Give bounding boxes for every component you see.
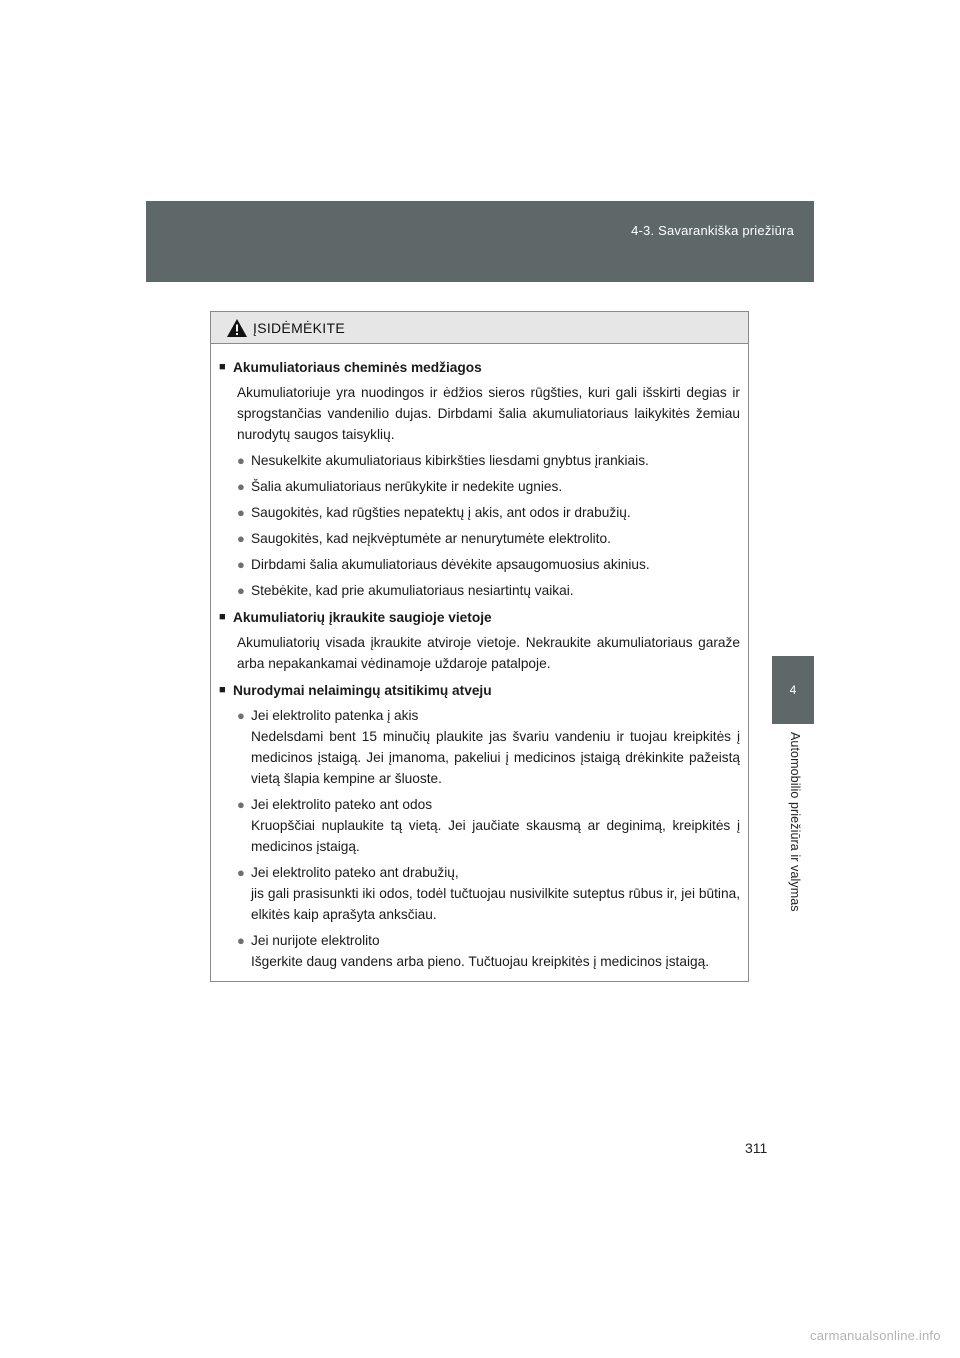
list-item: ● Jei nurijote elektrolito Išgerkite daug vandens arba pieno. Tučtuojau kreipkitės į medicinos įstaigą. [237,930,740,972]
section-title-text: Akumuliatorių įkraukite saugioje vietoje [233,610,492,625]
section-heading [219,607,740,628]
bullet-icon: ● [237,531,245,546]
warning-triangle-icon [226,318,248,338]
list-item: ● Saugokitės, kad rūgšties nepatektų į akis, ant odos ir drabužių. [237,502,740,523]
bullet-icon: ● [237,708,245,723]
warning-content [211,344,748,972]
bullet-icon: ● [237,479,245,494]
section-paragraph: Akumuliatorių visada įkraukite atviroje vietoje. Nekraukite akumuliatoriaus garaže arba nepakankamai vėdinamoje uždaroje patalpoje. [237,635,740,671]
square-bullet-icon: ■ [219,611,226,623]
page-number: 311 [745,1140,768,1156]
list-item: ● Šalia akumuliatoriaus nerūkykite ir nedekite ugnies. [237,476,740,497]
square-bullet-icon: ■ [219,361,226,373]
list-item: ● Jei elektrolito pateko ant odos Kruopščiai nuplaukite tą vietą. Jei jaučiate skausmą ar deginimą, kreipkitės į medicinos įstaigą. [237,794,740,857]
square-bullet-icon: ■ [219,684,226,696]
section-title: 4-3. Savarankiška priežiūra [631,223,794,238]
section-title-text: Nurodymai nelaimingų atsitikimų atveju [233,683,492,698]
watermark: carmanualsonline.info [810,1328,941,1343]
section-title-text: Akumuliatoriaus cheminės medžiagos [233,360,482,375]
section-heading [219,357,740,378]
list-item: ● Saugokitės, kad neįkvėptumėte ar nenurytumėte elektrolito. [237,528,740,549]
chapter-number: 4 [789,683,797,697]
list-item: ● Stebėkite, kad prie akumuliatoriaus nesiartintų vaikai. [237,580,740,601]
chapter-tab [772,656,814,724]
section-paragraph: Akumuliatoriuje yra nuodingos ir ėdžios sieros rūgšties, kuri gali išskirti degias ir sprogstančias vandenilio dujas. Dirbdami šalia akumuliatoriaus laikykitės žemiau nurodytų saugos taisyklių. [237,385,740,442]
section-heading [219,680,740,701]
warning-header [211,312,748,344]
chapter-title: Automobilio priežiūra ir valymas [788,732,802,912]
bullet-icon: ● [237,505,245,520]
bullet-icon: ● [237,453,245,468]
warning-heading: ĮSIDĖMĖKITE [253,319,345,336]
section-header-band [146,201,814,282]
bullet-icon: ● [237,797,245,812]
list-item: ● Jei elektrolito pateko ant drabužių, jis gali prasisunkti iki odos, todėl tučtuojau nusivilkite suteptus rūbus ir, jei būtina, elkitės kaip aprašyta anksčiau. [237,862,740,925]
bullet-icon: ● [237,583,245,598]
list-item: ● Jei elektrolito patenka į akis Nedelsdami bent 15 minučių plaukite jas švariu vandeniu ir tuojau kreipkitės į medicinos įstaigą. Jei įmanoma, pakeliui į medicinos įstaigą drėkinkite pažeistą vietą šlapia kempine ar šluoste. [237,705,740,789]
bullet-icon: ● [237,933,245,948]
list-item: ● Dirbdami šalia akumuliatoriaus dėvėkite apsaugomuosius akinius. [237,554,740,575]
bullet-icon: ● [237,557,245,572]
list-item: ● Nesukelkite akumuliatoriaus kibirkšties liesdami gnybtus įrankiais. [237,450,740,471]
bullet-icon: ● [237,865,245,880]
warning-box [210,311,749,982]
